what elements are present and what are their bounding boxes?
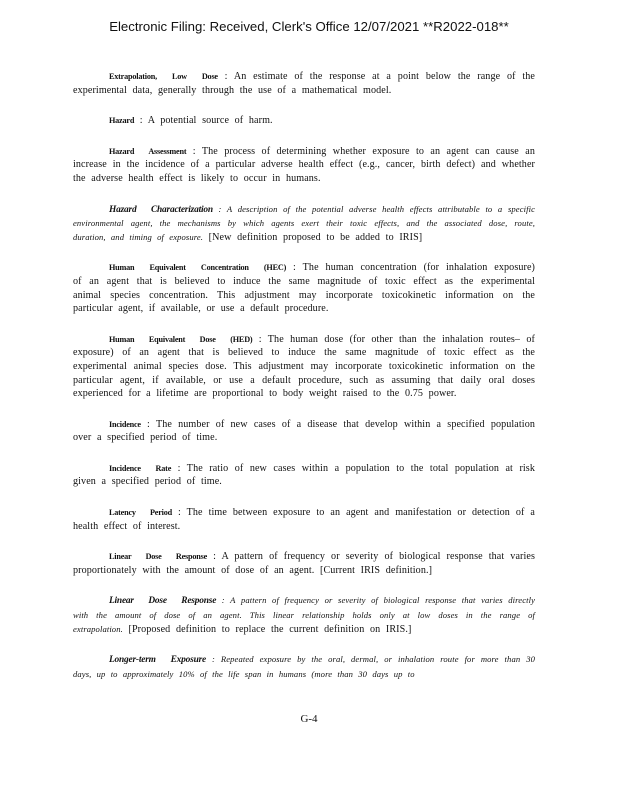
glossary-entry	[73, 462, 535, 489]
glossary-term: Hazard Assessment	[109, 146, 187, 156]
glossary-term: Incidence Rate	[109, 463, 172, 473]
glossary-entry	[73, 418, 535, 445]
glossary-entry-proposed	[73, 203, 535, 245]
glossary-term: Longer-term Exposure	[109, 655, 206, 666]
glossary-entry	[73, 550, 535, 577]
glossary-term: Incidence	[109, 419, 141, 429]
glossary-entry	[73, 70, 535, 97]
glossary-entry	[73, 114, 535, 128]
glossary-term: Human Equivalent Concentration (HEC)	[109, 263, 287, 273]
glossary-entry	[73, 145, 535, 186]
glossary-term: Human Equivalent Dose (HED)	[109, 334, 253, 344]
glossary-definition: : The human concentration (for inhalation exposure) of an agent that is believed to induce the same magnitude of toxic effect as the experimental animal species concentration. This adjustment may incorporate toxicokinetic information on the particular agent, if available, or use a default procedure.	[73, 262, 536, 315]
glossary-term: Linear Dose Response	[109, 552, 208, 562]
glossary-definition: : Repeated exposure by the oral, dermal, or inhalation route for more than 30 days, up to approximately 10% of the life span in humans (more than 30 days up to	[73, 654, 535, 679]
glossary-definition: : The process of determining whether exposure to an agent can cause an increase in the incidence of a particular adverse health effect (e.g., cancer, birth defect) and whether the adverse health effect is likely to occur in humans.	[73, 145, 535, 184]
glossary-entry-proposed	[73, 594, 535, 636]
glossary-definition: : A potential source of harm.	[134, 115, 273, 127]
glossary-term: Extrapolation, Low Dose	[109, 72, 218, 81]
glossary-term: Hazard Characterization	[109, 204, 213, 215]
filing-header: Electronic Filing: Received, Clerk's Office 12/07/2021 **R2022-018**	[109, 19, 509, 34]
glossary-term: Hazard	[109, 116, 135, 126]
glossary-entry	[73, 333, 535, 401]
glossary-definition: : The time between exposure to an agent and manifestation or detection of a health effect of interest.	[73, 507, 535, 532]
glossary-definition: : A pattern of frequency or severity of biological response that varies directly with the amount of dose of an agent. This linear relationship holds only at low doses in the range of extrapolation.	[73, 595, 535, 634]
glossary-term: Linear Dose Response	[109, 596, 217, 607]
glossary-term: Latency Period	[109, 508, 172, 518]
glossary-entry-proposed	[73, 653, 535, 681]
page-number: G-4	[300, 713, 318, 725]
revision-note: [Proposed definition to replace the current definition on IRIS.]	[122, 623, 412, 635]
glossary-definition: : The number of new cases of a disease that develop within a specified population over a specified period of time.	[73, 418, 535, 444]
glossary-definition: : The ratio of new cases within a population to the total population at risk given a specified period of time.	[73, 462, 535, 488]
revision-note: [New definition proposed to be added to IRIS]	[203, 231, 423, 243]
glossary-entry	[73, 506, 535, 533]
glossary-definition: : A pattern of frequency or severity of biological response that varies proportionately with the amount of dose of an agent. [Current IRIS definition.]	[73, 551, 535, 576]
glossary-entry	[73, 261, 535, 315]
glossary-definition: : An estimate of the response at a point below the range of the experimental data, generally through the use of a mathematical model.	[73, 71, 536, 96]
glossary-definition: : A description of the potential adverse health effects attributable to a specific environmental agent, the mechanisms by which agents exert their toxic effects, and the associated dose, route, duration, and timing of exposure.	[73, 203, 535, 242]
glossary-definition: : The human dose (for other than the inhalation routes– of exposure) of an agent that is believed to induce the same magnitude of toxic effect as the experimental animal species dose. This adjustment may incorporate toxicokinetic information on the particular agent, if available, or use a default procedure, such as assuming that daily oral doses experienced for a lifetime are proportional to body weight raised to the 0.75 power.	[73, 333, 536, 400]
glossary-body	[73, 70, 535, 698]
